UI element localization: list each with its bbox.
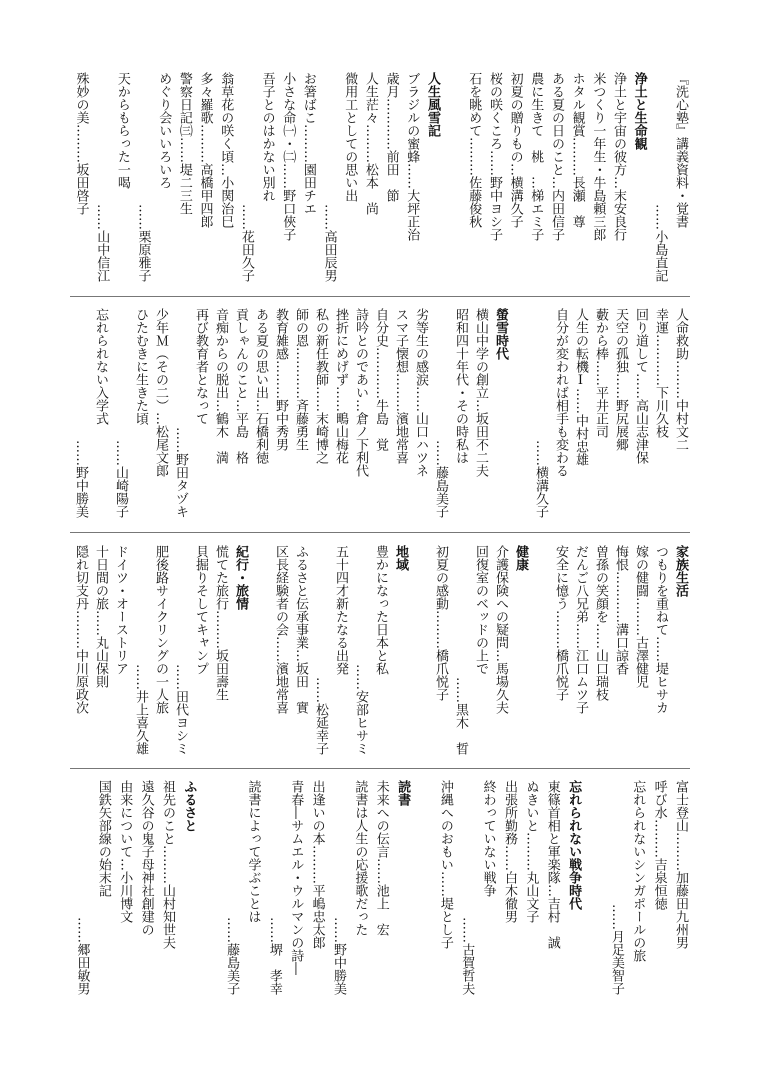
toc-entry: 十日間の旅……丸山保則	[93, 545, 108, 688]
entry-author: ……小島直記	[652, 204, 668, 282]
toc-band-3	[70, 545, 690, 755]
toc-entry: ホタル観賞………長瀬 尊	[569, 72, 585, 228]
entry-author: ……高田辰男	[321, 204, 337, 282]
toc-entry: 初夏の感動………橋爪悦子	[433, 545, 448, 701]
toc-entry: 肥後路サイクリングの一人旅	[153, 545, 168, 714]
toc-entry: 未来への伝言……池上 宏	[373, 780, 389, 936]
toc-entry: 富士登山………加藤田九州男	[673, 780, 688, 949]
toc-entry: 終わっていない戦争	[480, 780, 496, 897]
section-heading: 螢雪時代	[493, 308, 508, 360]
entry-author: ……月足美智子	[608, 904, 624, 995]
toc-entry: 昭和四十年代・その時私は	[453, 308, 468, 464]
toc-entry: 警察日記㈢……堤二三生	[176, 72, 192, 215]
toc-entry: 回復室のベッドの上で	[473, 545, 488, 675]
section-heading: 浄土と生命観	[631, 72, 647, 150]
divider-line	[70, 296, 690, 297]
toc-entry: 殊妙の美………坂田啓子	[73, 72, 89, 215]
entry-author: ……井上喜久雄	[133, 664, 148, 755]
toc-entry: だんご八兄弟……江口ムツ子	[573, 545, 588, 714]
toc-entry: 豊かになった日本と私	[373, 545, 388, 675]
toc-entry: 自分が変われば相手も変わる	[553, 308, 568, 477]
toc-entry: めぐり会いいろいろ	[156, 72, 172, 189]
toc-entry: 東篠首相と軍楽隊…吉村 誠	[544, 780, 560, 949]
toc-entry: 遠久谷の鬼子母神社創建の	[138, 780, 154, 936]
entry-author: ……藤島美子	[224, 917, 240, 995]
toc-entry: ある夏の思い出…石橋利徳	[253, 308, 268, 464]
toc-entry: 横山中学の創立…坂田不二夫	[473, 308, 488, 477]
toc-entry: 回り道して……高山志津保	[633, 308, 648, 464]
toc-entry: 出逢いの本………平嶋忠太郎	[309, 780, 325, 949]
toc-entry: 米つくり一年生・牛島頼三郎	[590, 72, 606, 241]
toc-entry: 嫁の健闘………古澤健児	[633, 545, 648, 688]
toc-entry: 五十四才新たなる出発	[333, 545, 348, 675]
entry-author: ……黒木 晢	[453, 677, 468, 755]
toc-entry: 青春―サムエル・ウルマンの詩―	[288, 780, 304, 975]
toc-entry: 農に生きて 桃 …梯エミ子	[528, 72, 544, 241]
section-heading: 読書	[395, 780, 411, 806]
toc-entry: つもりを重ねて……堤ヒサカ	[653, 545, 668, 714]
entry-author: ……藤島美子	[433, 440, 448, 518]
toc-entry: ブラジルの蜜蜂……大坪正治	[404, 72, 420, 241]
toc-entry: 慌てた旅行………坂田壽生	[213, 545, 228, 701]
divider-line	[70, 768, 690, 769]
section-heading: 健康	[513, 545, 528, 571]
toc-entry: 歳月…………前田 節	[383, 72, 399, 202]
toc-entry: 天からもらった一喝	[114, 72, 130, 189]
toc-entry: 詩吟とのであい…倉ノ下利代	[353, 308, 368, 477]
toc-entry	[510, 308, 530, 518]
section-heading: 人生風雪記	[424, 72, 440, 137]
toc-entry: 浄土と宇宙の彼方…末安良行	[610, 72, 626, 241]
entry-author: ……栗原雅子	[135, 204, 151, 282]
toc-entry: 出張所勤務……白木徹男	[502, 780, 517, 923]
toc-entry: 吾子とのはかない別れ	[259, 72, 275, 202]
toc-entry: 教育雑感………野中秀男	[273, 308, 288, 451]
toc-entry: 悔恨…………溝口諒香	[613, 545, 628, 675]
entry-author: ……花田久子	[238, 204, 254, 282]
toc-entry: 沖縄へのおもい……堤とし子	[437, 780, 453, 949]
toc-entry: お箸ばこ………園田チエ	[300, 72, 316, 215]
section-heading: 地域	[393, 545, 408, 571]
toc-entry	[410, 545, 430, 755]
toc-entry: 初夏の贈りもの…横溝久子	[507, 72, 523, 228]
divider-line	[70, 532, 690, 533]
toc-entry: 隠れ切支丹………中川原政次	[73, 545, 88, 714]
entry-author: ……野田タヅキ	[173, 427, 188, 518]
entry-author: ……野中勝美	[331, 917, 346, 995]
section-heading: ふるさと	[181, 780, 197, 832]
toc-entry: 天空の孤独……野尻展郷	[613, 308, 628, 451]
toc-entry: 少年Ｍ（その二）…松尾文郎	[153, 308, 168, 477]
toc-entry: 区長経験者の会……濱地常喜	[273, 545, 288, 714]
toc-entry: 多々羅歌………高橋甲四郎	[197, 72, 213, 228]
toc-entry: ある夏の日のこと…内田信子	[548, 72, 564, 241]
toc-entry: 曽孫の笑顔を……山口瑞枝	[593, 545, 608, 701]
toc-entry: 藪から棒……平井正司	[593, 308, 608, 438]
entry-author: ……堺 孝幸	[266, 917, 282, 995]
toc-entry: 翁草花の咲く頃…小関治巳	[218, 72, 234, 228]
toc-entry: 挫折にめげず……鴫山梅花	[333, 308, 348, 464]
toc-entry	[442, 72, 463, 282]
toc-entry: 『洗心塾』講義資料・覚書	[673, 72, 688, 228]
toc-entry: ぬきいと………丸山文子	[523, 780, 539, 923]
entry-author: ……古賀哲夫	[459, 917, 475, 995]
toc-entry: 幸運…………下川久枝	[653, 308, 668, 438]
toc-entry: 微用工としての思い出	[342, 72, 358, 202]
toc-entry: 忘れられないシンガポールの旅	[630, 780, 646, 962]
entry-author: ……松延幸子	[313, 677, 328, 755]
toc-band-1	[70, 72, 690, 282]
toc-entry: 小さな命㈠・㈡……野口俠子	[280, 72, 296, 241]
toc-entry: 国鉄矢部線の始末記	[95, 780, 111, 897]
entry-author: ……山崎陽子	[113, 440, 128, 518]
toc-entry	[198, 780, 219, 995]
entry-author: ……田代ヨシミ	[173, 664, 188, 755]
toc-entry: 呼び水………吉泉恒徳	[651, 780, 667, 910]
toc-band-4	[70, 780, 690, 995]
toc-entry: 桜の咲くころ……野中ヨシ子	[486, 72, 502, 241]
toc-entry: 読書は人生の応援歌だった	[352, 780, 368, 936]
toc-entry: 貝掘りそしてキャンプ	[193, 545, 208, 675]
toc-entry	[250, 545, 270, 755]
toc-entry: 再び教育者となって	[193, 308, 208, 425]
toc-entry: 石を眺めて………佐藤俊秋	[466, 72, 482, 228]
toc-entry: 音痴からの脱出…鶴木 満	[213, 308, 228, 464]
toc-entry: 人生の転機Ⅰ……中村忠雄	[573, 308, 588, 466]
toc-entry: 読書によって学ぶことは	[245, 780, 261, 923]
toc-entry: 人生茫々………松本 尚	[362, 72, 378, 215]
toc-entry: 人命救助………中村文二	[673, 308, 688, 451]
toc-entry	[583, 780, 604, 995]
toc-entry: ひたむきに生きた頃	[133, 308, 148, 425]
section-heading: 忘れられない戦争時代	[566, 780, 582, 910]
toc-entry: 安全に憶う………橋爪悦子	[553, 545, 568, 701]
toc-entry: スマ子懐想………濱地常喜	[393, 308, 408, 464]
toc-entry: 自分史…………牛島 覚	[373, 308, 388, 451]
toc-band-2	[70, 308, 690, 518]
entry-author: ……野中勝美	[73, 440, 88, 518]
entry-author: ……安部ヒサミ	[353, 664, 368, 755]
section-heading: 紀行・旅情	[233, 545, 248, 610]
toc-entry: 私の新任教師……末崎博之	[313, 308, 328, 464]
toc-entry: 貢しゃんのこと…平島 格	[233, 308, 248, 464]
toc-entry: 祖先のこと………山村知世夫	[160, 780, 175, 949]
toc-entry: 師の恩…………斉藤勇生	[293, 308, 308, 451]
entry-author: ……郷田敏男	[74, 917, 90, 995]
toc-entry: 忘れられない入学式	[93, 308, 108, 425]
section-heading: 家族生活	[673, 545, 688, 597]
toc-entry	[530, 545, 550, 755]
toc-entry: 由来について…小川博文	[117, 780, 133, 923]
toc-entry: ふるさと伝承事業…坂田 實	[293, 545, 308, 714]
toc-entry	[412, 780, 433, 995]
toc-entry: ドイツ・オーストリア	[113, 545, 128, 675]
entry-author: ……山中信江	[94, 204, 110, 282]
toc-entry: 劣等生の感涙……山口ハツネ	[413, 308, 428, 477]
entry-author: ……横溝久子	[533, 440, 548, 518]
toc-entry: 介護保険への疑問…馬場久夫	[493, 545, 508, 714]
